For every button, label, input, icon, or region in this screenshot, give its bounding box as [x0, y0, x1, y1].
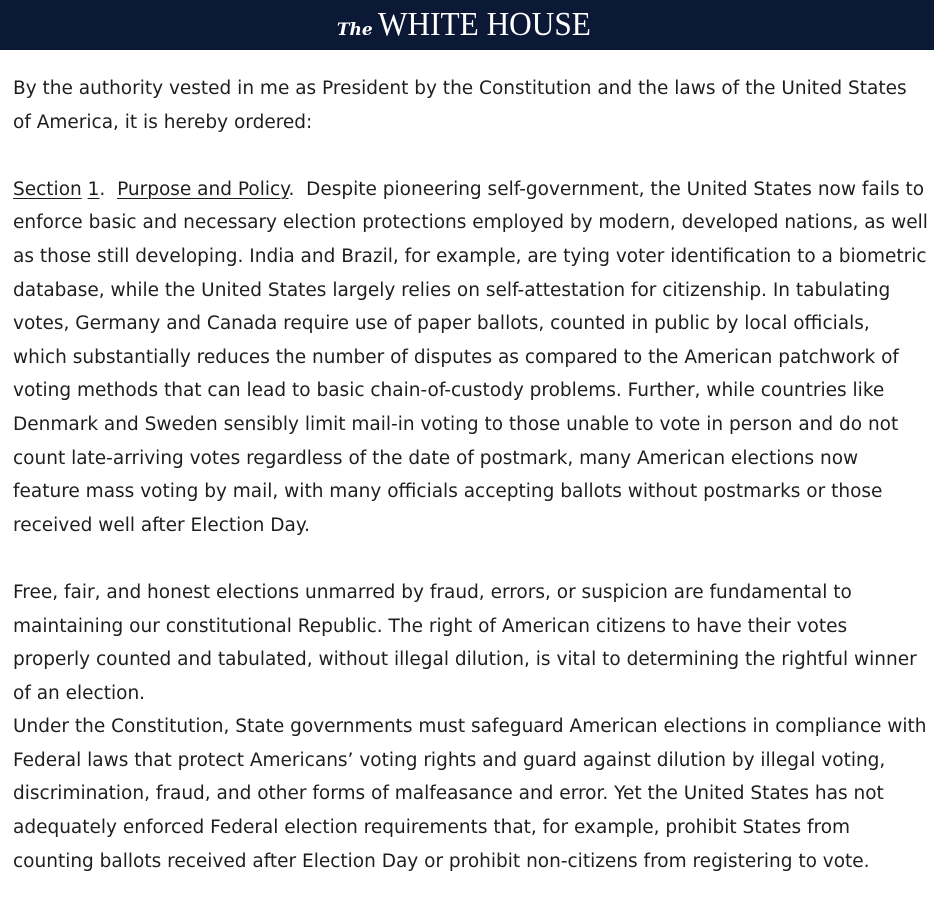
section-1-body: Despite pioneering self-government, the United States now fails to enforce basic and necessary election protections employed by modern, developed nations, as well as those still developing. India and Brazil, for example, are tying voter identification to a biometric database, while the United States largely relies on self-attestation for citizenship. In tabulating votes, Germany and Canada require use of paper ballots, counted in public by local officials, which substantially reduces the number of disputes as compared to the American patchwork of voting methods that can lead to basic chain-of-custody problems. Further, while countries like Denmark and Sweden sensibly limit mail-in voting to those unable to vote in person and do not count late-arriving votes regardless of the date of postmark, many American elections now feature mass voting by mail, with many officials accepting ballots without postmarks or those received well after Election Day. — [13, 178, 928, 536]
paragraph-3: Under the Constitution, State governments must safeguard American elections in compliance with Federal laws that protect Americans’ voting rights and guard against dilution by illegal voting, discrimination, fraud, and other forms of malfeasance and error. Yet the United States has not adequately enforced Federal election requirements that, for example, prohibit States from counting ballots received after Election Day or prohibit non-citizens from registering to vote. — [13, 716, 927, 872]
site-header — [0, 0, 934, 50]
section-label: Section — [13, 178, 82, 200]
paragraph-2: Free, fair, and honest elections unmarred by fraud, errors, or suspicion are fundamental to maintaining our constitutional Republic. The right of American citizens to have their votes properly counted and tabulated, without illegal dilution, is vital to determining the rightful winner of an election. — [13, 581, 917, 704]
logo-title: WHITE HOUSE — [377, 6, 591, 43]
section-number-dot: . — [99, 178, 106, 200]
section-heading-dot: . — [288, 178, 295, 200]
preamble-paragraph: By the authority vested in me as President by the Constitution and the laws of the United States of America, it is hereby ordered: — [13, 78, 907, 133]
section-1-paragraph — [13, 173, 928, 543]
section-number: 1 — [87, 178, 100, 200]
white-house-logo[interactable] — [337, 6, 597, 44]
logo-the: The — [336, 20, 373, 40]
section-heading: Purpose and Policy — [117, 178, 289, 200]
document-body — [0, 50, 928, 878]
